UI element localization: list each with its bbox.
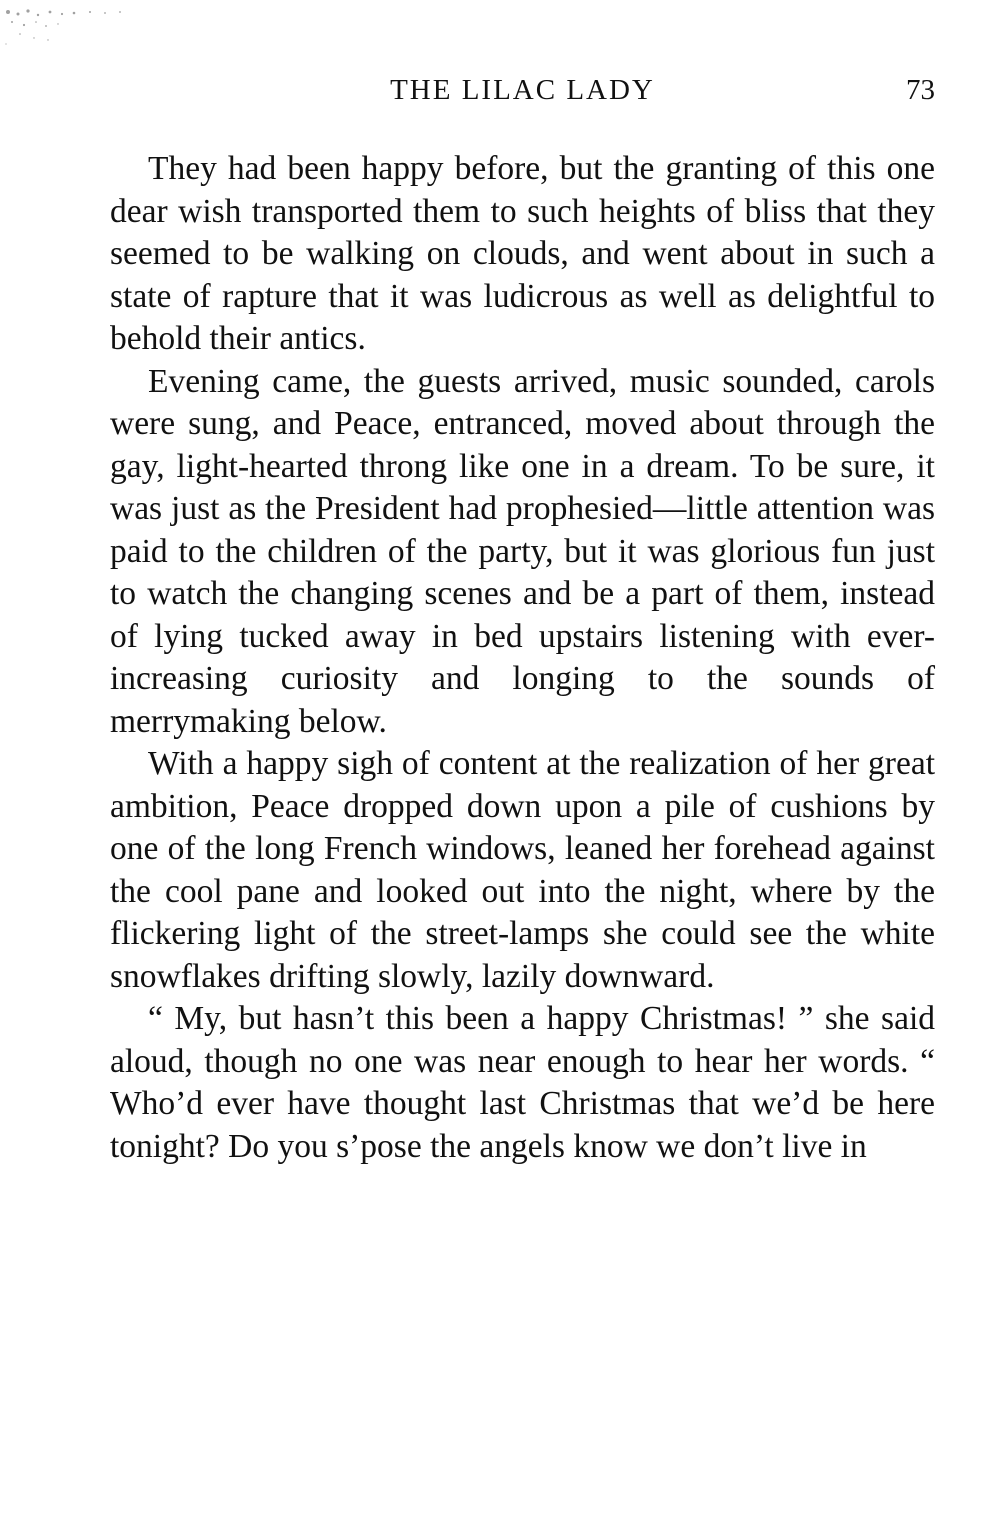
page-header — [110, 70, 935, 110]
ink-smudge — [0, 0, 150, 60]
paragraph: They had been happy before, but the granting of this one dear wish transported them to such heights of bliss that they seemed to be walking on clouds, and went about in such a state of rapture that it was ludicrous as well as delightful to behold their antics. — [110, 150, 935, 357]
paragraph: Evening came, the guests arrived, music sounded, carols were sung, and Peace, entranced, moved about through the gay, light-hearted throng like one in a dream. To be sure, it was just as the President had prophesied—little attention was paid to the children of the party, but it was glorious fun just to watch the changing scenes and be a part of them, instead of lying tucked away in bed upstairs listening with ever-increasing curiosity and longing to the sounds of merrymaking below. — [110, 362, 935, 740]
page-number: 73 — [906, 74, 935, 106]
paragraph: With a happy sigh of content at the realization of her great ambition, Peace dropped down upon a pile of cushions by one of the long French windows, leaned her forehead against the cool pane and looked out into the night, where by the flickering light of the street-lamps she could see the white snowflakes drifting slowly, lazily downward. — [110, 745, 935, 995]
running-head: THE LILAC LADY — [390, 74, 655, 106]
paragraph: “ My, but hasn’t this been a happy Christmas! ” she said aloud, though no one was near enough to hear her words. “ Who’d ever have thought last Christmas that we’d be here tonight? Do you s’pose the angels know we don’t live in — [110, 1000, 935, 1165]
body-text — [110, 148, 935, 1168]
